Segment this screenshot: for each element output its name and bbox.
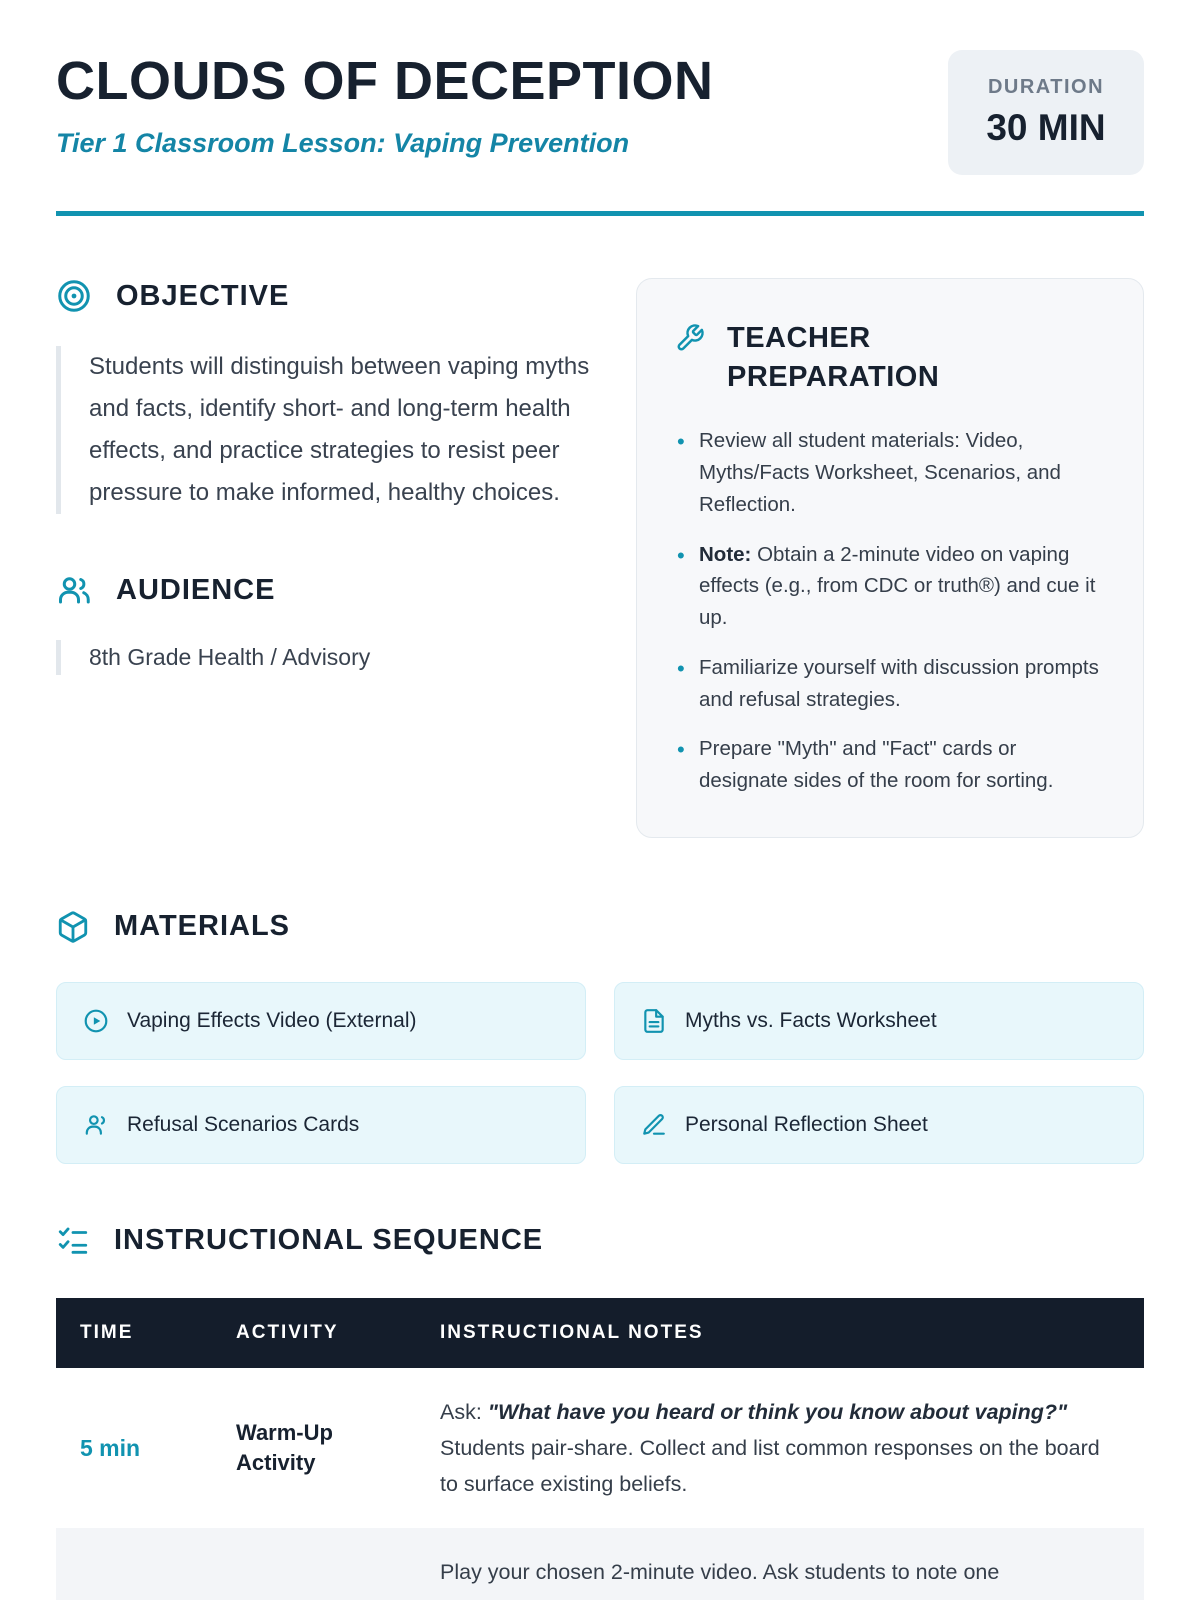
box-icon [56, 910, 90, 944]
sequence-heading [56, 1224, 1144, 1258]
row-time: 5 min [80, 1434, 141, 1461]
prep-bullet-text: Prepare "Myth" and "Fact" cards or designate sides of the room for sorting. [699, 737, 1054, 793]
header-divider [56, 211, 1144, 216]
table-row [56, 1528, 1144, 1600]
materials-section [56, 910, 1144, 1164]
pencil-icon [641, 1112, 667, 1138]
prep-bullet-text: Obtain a 2-minute video on vaping effects (e.g., from CDC or truth®) and cue it up. [699, 542, 1096, 630]
notes-quote: "What have you heard or think you know about vaping?" [487, 1399, 1068, 1424]
page-subtitle: Tier 1 Classroom Lesson: Vaping Prevention [56, 128, 630, 158]
audience-heading-label: AUDIENCE [116, 573, 276, 606]
duration-value: 30 MIN [986, 107, 1106, 148]
prep-bullet-text: Review all student materials: Video, Myths/Facts Worksheet, Scenarios, and Reflection. [699, 429, 1061, 516]
page-title: CLOUDS OF DECEPTION [56, 51, 714, 111]
target-icon [56, 278, 92, 314]
prep-bullet-text: Familiarize yourself with discussion prompts and refusal strategies. [699, 655, 1099, 711]
prep-bullet [675, 733, 1105, 797]
row-activity: Warm-Up Activity [236, 1420, 333, 1476]
teacher-preparation-title: TEACHER PREPARATION [727, 322, 940, 394]
person-icon [83, 1112, 109, 1138]
document-icon [641, 1008, 667, 1034]
top-columns [56, 278, 1144, 838]
header [56, 50, 1144, 175]
table-row [56, 1368, 1144, 1528]
instructional-sequence-section [56, 1224, 1144, 1600]
audience-text: 8th Grade Health / Advisory [56, 640, 608, 675]
left-column [56, 278, 608, 838]
material-card-video [56, 982, 586, 1060]
row-notes [416, 1528, 1144, 1600]
material-label: Personal Reflection Sheet [685, 1112, 928, 1136]
objective-heading [56, 278, 608, 314]
objective-text: Students will distinguish between vaping myths and facts, identify short- and long-term health effects, and practice strategies to resist peer pressure to make informed, healthy choices. [56, 346, 608, 514]
row-activity [212, 1546, 416, 1598]
material-card-worksheet [614, 982, 1144, 1060]
header-titles [56, 50, 714, 159]
users-icon [56, 572, 92, 608]
material-label: Refusal Scenarios Cards [127, 1112, 360, 1136]
notes-prefix: Ask: [440, 1399, 488, 1424]
row-time [56, 1546, 212, 1598]
audience-heading [56, 572, 608, 608]
checklist-icon [56, 1224, 90, 1258]
teacher-preparation-card [636, 278, 1144, 838]
column-header-time: TIME [80, 1321, 134, 1343]
prep-bullet [675, 539, 1105, 634]
column-header-notes: INSTRUCTIONAL NOTES [440, 1321, 704, 1343]
sequence-table-header [56, 1298, 1144, 1368]
sequence-table [56, 1298, 1144, 1600]
objective-heading-label: OBJECTIVE [116, 279, 290, 312]
prep-bullet-bold: Note: [699, 542, 752, 566]
teacher-preparation-heading [675, 319, 1105, 397]
row-notes [416, 1368, 1144, 1528]
duration-label: DURATION [987, 76, 1105, 98]
materials-heading [56, 910, 1144, 944]
wrench-icon [675, 323, 705, 353]
column-header-activity: ACTIVITY [236, 1321, 339, 1343]
prep-bullet [675, 425, 1105, 520]
material-label: Myths vs. Facts Worksheet [685, 1008, 937, 1032]
material-label: Vaping Effects Video (External) [127, 1008, 417, 1032]
play-circle-icon [83, 1008, 109, 1034]
prep-bullet [675, 652, 1105, 716]
materials-heading-label: MATERIALS [114, 910, 291, 943]
material-card-scenarios [56, 1086, 586, 1164]
teacher-preparation-list [675, 425, 1105, 797]
duration-badge [948, 50, 1144, 175]
sequence-heading-label: INSTRUCTIONAL SEQUENCE [114, 1224, 544, 1257]
material-card-reflection [614, 1086, 1144, 1164]
notes-rest: Play your chosen 2-minute video. Ask students to note one [440, 1560, 1000, 1585]
notes-rest: Students pair-share. Collect and list common responses on the board to surface existing beliefs. [440, 1436, 1100, 1497]
materials-grid [56, 982, 1144, 1164]
